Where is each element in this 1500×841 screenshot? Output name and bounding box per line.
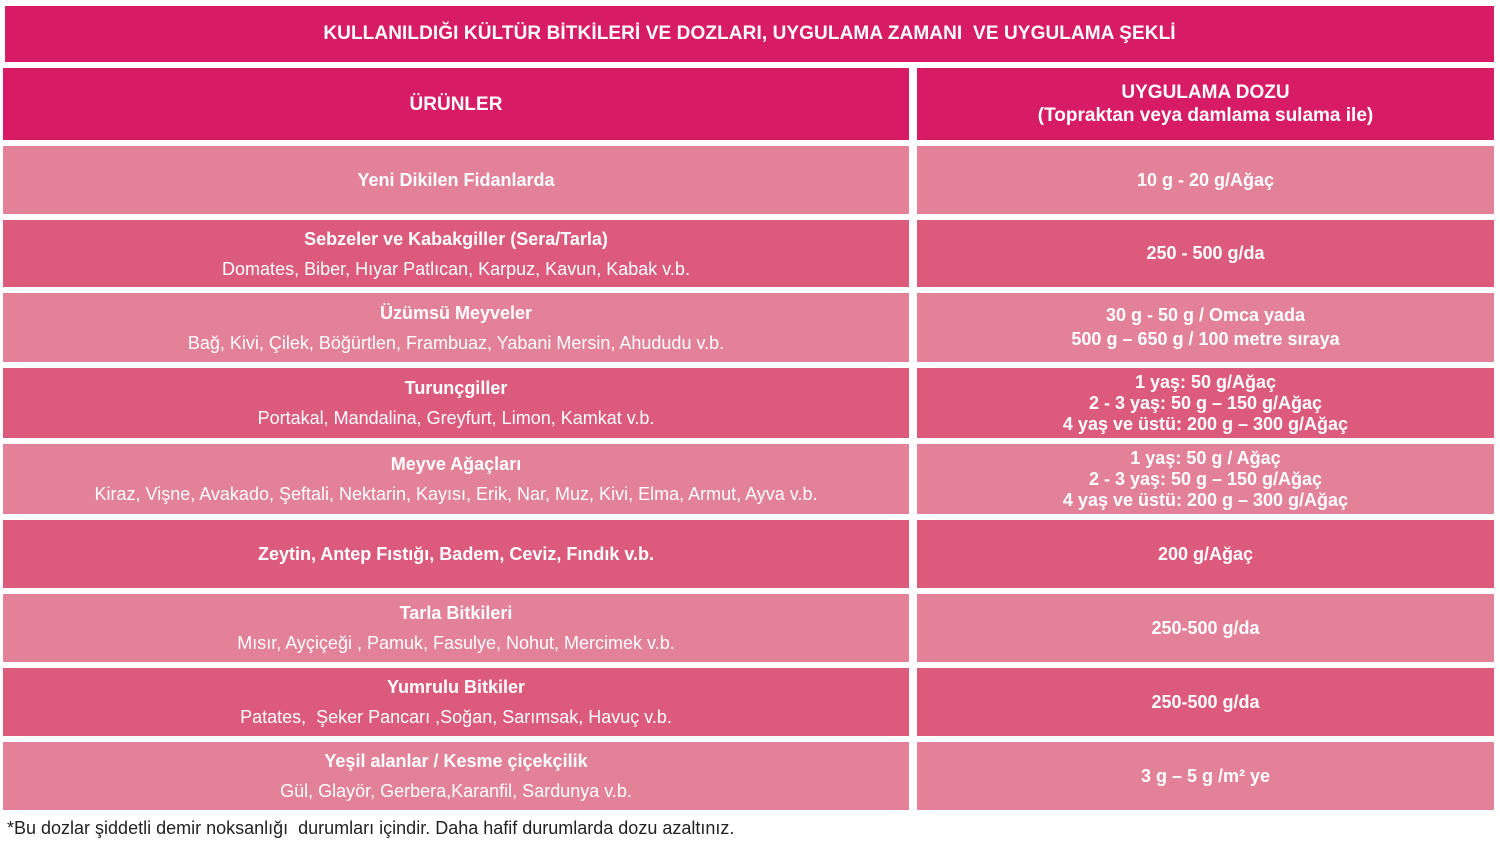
- dose-value: 4 yaş ve üstü: 200 g – 300 g/Ağaç: [1062, 413, 1349, 434]
- dose-value: 2 - 3 yaş: 50 g – 150 g/Ağaç: [1088, 392, 1323, 413]
- product-category: Tarla Bitkileri: [399, 603, 513, 623]
- product-examples: Gül, Glayör, Gerbera,Karanfil, Sardunya v.b.: [280, 781, 632, 801]
- product-category: Yumrulu Bitkiler: [386, 677, 526, 697]
- dose-value: 250-500 g/da: [1151, 617, 1260, 638]
- dose-value: 250-500 g/da: [1151, 691, 1260, 712]
- header-dose: [917, 68, 1494, 140]
- product-category: Turunçgiller: [404, 378, 508, 398]
- table-title: KULLANILDIĞI KÜLTÜR BİTKİLERİ VE DOZLARI, UYGULAMA ZAMANI VE UYGULAMA ŞEKLİ: [5, 6, 1494, 62]
- table-row-dose: [917, 293, 1494, 362]
- table-row-product: [3, 594, 909, 662]
- table-row-product: [3, 293, 909, 362]
- dose-value: 2 - 3 yaş: 50 g – 150 g/Ağaç: [1088, 468, 1323, 489]
- dose-value: 250 - 500 g/da: [1146, 243, 1265, 263]
- header-dose-label: UYGULAMA DOZU: [1121, 82, 1290, 103]
- dose-value: 1 yaş: 50 g/Ağaç: [1134, 371, 1277, 392]
- footnote: *Bu dozlar şiddetli demir noksanlığı durumları içindir. Daha hafif durumlarda dozu azaltınız.: [7, 818, 735, 838]
- product-category: Meyve Ağaçları: [390, 454, 522, 474]
- product-category: Sebzeler ve Kabakgiller (Sera/Tarla): [304, 228, 608, 249]
- product-examples: Patates, Şeker Pancarı ,Soğan, Sarımsak, Havuç v.b.: [240, 707, 672, 727]
- product-examples: Mısır, Ayçiçeği , Pamuk, Fasulye, Nohut, Mercimek v.b.: [237, 633, 675, 653]
- table-row-product: [3, 742, 909, 810]
- table-row-product: [3, 520, 909, 588]
- dose-value: 3 g – 5 g /m² ye: [1140, 765, 1271, 786]
- table-row-dose: [917, 594, 1494, 662]
- table-row-product: [3, 668, 909, 736]
- product-examples: Domates, Biber, Hıyar Patlıcan, Karpuz, Kavun, Kabak v.b.: [222, 258, 690, 279]
- dose-value: 500 g – 650 g / 100 metre sıraya: [1071, 329, 1340, 349]
- product-examples: Bağ, Kivi, Çilek, Böğürtlen, Frambuaz, Yabani Mersin, Ahududu v.b.: [187, 332, 725, 353]
- table-row-dose: [917, 368, 1494, 438]
- table-row-dose: [917, 146, 1494, 214]
- table-row-dose: [917, 668, 1494, 736]
- product-category: Yeni Dikilen Fidanlarda: [357, 170, 555, 190]
- dose-value: 200 g/Ağaç: [1157, 543, 1254, 564]
- table-row-product: [3, 444, 909, 514]
- table-row-product: [3, 146, 909, 214]
- table-row-product: [3, 368, 909, 438]
- table-row-dose: [917, 742, 1494, 810]
- product-category: Zeytin, Antep Fıstığı, Badem, Ceviz, Fındık v.b.: [257, 544, 655, 564]
- table-row-dose: [917, 520, 1494, 588]
- dose-value: 1 yaş: 50 g / Ağaç: [1130, 447, 1281, 468]
- dose-value: 30 g - 50 g / Omca yada: [1105, 305, 1306, 325]
- product-examples: Portakal, Mandalina, Greyfurt, Limon, Kamkat v.b.: [257, 408, 655, 428]
- dose-value: 10 g - 20 g/Ağaç: [1136, 169, 1275, 190]
- dose-table: [3, 68, 1494, 810]
- product-category: Üzümsü Meyveler: [379, 302, 533, 323]
- header-products-label: ÜRÜNLER: [409, 93, 503, 115]
- dose-value: 4 yaş ve üstü: 200 g – 300 g/Ağaç: [1062, 489, 1349, 510]
- table-row-dose: [917, 220, 1494, 287]
- table-row-dose: [917, 444, 1494, 514]
- product-category: Yeşil alanlar / Kesme çiçekçilik: [324, 751, 588, 771]
- product-examples: Kiraz, Vişne, Avakado, Şeftali, Nektarin, Kayısı, Erik, Nar, Muz, Kivi, Elma, Armut, Ayva v.b.: [94, 484, 818, 504]
- table-row-product: [3, 220, 909, 287]
- header-products: [3, 68, 909, 140]
- header-dose-sublabel: (Topraktan veya damlama sulama ile): [1037, 105, 1374, 126]
